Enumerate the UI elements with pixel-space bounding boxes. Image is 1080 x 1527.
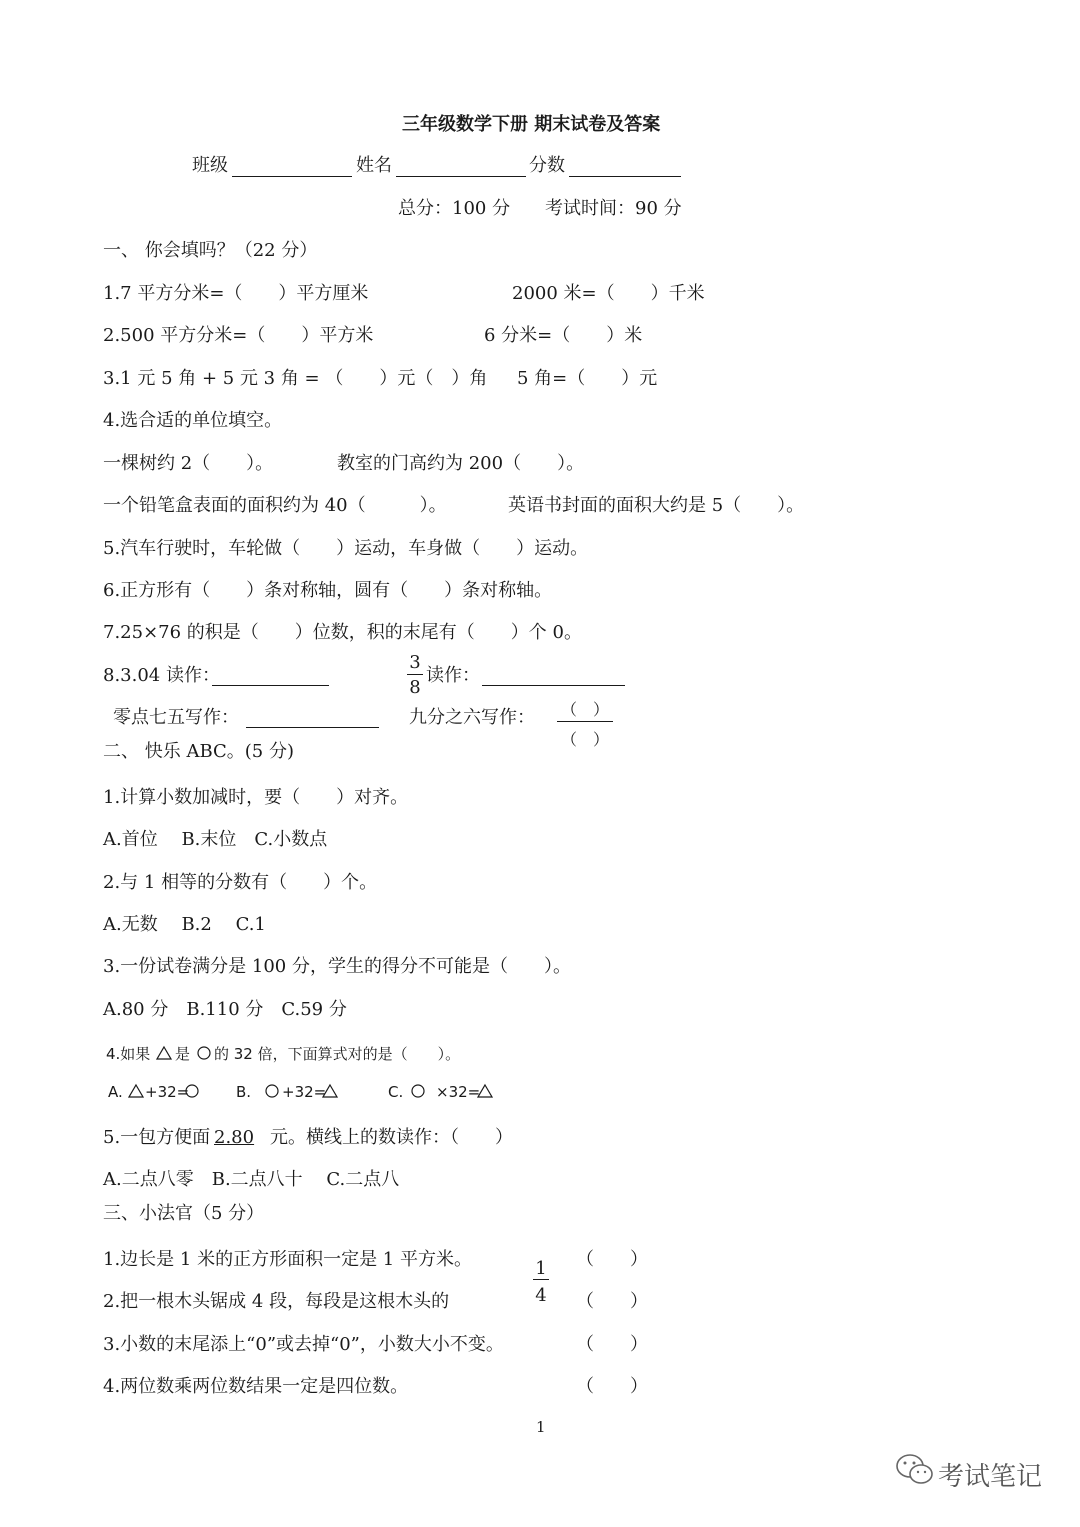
section3-heading: 三、小法官（5 分）	[103, 1203, 265, 1224]
question-1-1a: 1.7 平方分米=（ ）平方厘米	[103, 283, 369, 304]
question-2-5-value: 2.80	[214, 1127, 255, 1148]
fraction-numerator: 3	[409, 652, 421, 673]
option-b-label: B.	[236, 1083, 252, 1101]
triangle-icon	[477, 1083, 493, 1099]
fraction-bar	[533, 1279, 549, 1280]
name-label: 姓名	[356, 155, 392, 176]
question-3-4: 4.两位数乘两位数结果一定是四位数。	[103, 1376, 409, 1397]
question-1-2a: 2.500 平方分米=（ ）平方米	[103, 325, 374, 346]
question-2-5-suffix: 元。横线上的数读作：（ ）	[270, 1127, 513, 1148]
question-1-4d: 英语书封面的面积大约是 5（ ）。	[508, 495, 805, 516]
watermark: 考试笔记	[938, 1462, 1043, 1492]
question-2-3: 3.一份试卷满分是 100 分，学生的得分不可能是（ ）。	[103, 956, 571, 977]
total-score: 总分：100 分	[398, 198, 511, 219]
option-c-expr: ×32=	[436, 1083, 481, 1101]
section1-heading: 一、 你会填吗？（22 分）	[103, 240, 318, 261]
answer-blank[interactable]	[482, 685, 625, 686]
fraction-numerator-blank[interactable]: （ ）	[560, 700, 609, 719]
option-c-label: C.	[388, 1083, 404, 1101]
exam-time: 考试时间：90 分	[545, 198, 682, 219]
fraction-denominator: 8	[409, 677, 421, 698]
question-2-4-mid2: 的 32 倍，下面算式对的是（ ）。	[214, 1045, 461, 1063]
question-1-4b: 教室的门高约为 200（ ）。	[337, 453, 585, 474]
question-1-4: 4.选合适的单位填空。	[103, 410, 283, 431]
class-blank[interactable]	[232, 176, 352, 177]
question-2-4-prefix: 4.如果	[106, 1045, 151, 1063]
triangle-icon	[322, 1083, 338, 1099]
option-b-expr: +32=	[282, 1083, 327, 1101]
question-2-4-mid1: 是	[175, 1045, 191, 1063]
question-1-8a: 8.3.04 读作：	[103, 665, 220, 686]
fraction-numerator: 1	[535, 1258, 547, 1279]
question-2-3-options: A.80 分 B.110 分 C.59 分	[103, 999, 347, 1020]
fraction-bar	[407, 674, 423, 675]
question-2-5-prefix: 5.一包方便面	[103, 1127, 211, 1148]
answer-bracket[interactable]: （ ）	[576, 1334, 648, 1355]
question-2-2-options: A.无数 B.2 C.1	[103, 914, 266, 935]
question-1-8b: 读作：	[426, 665, 480, 686]
page-number: 1	[536, 1418, 546, 1436]
circle-icon	[184, 1083, 200, 1099]
question-3-1: 1.边长是 1 米的正方形面积一定是 1 平方米。	[103, 1249, 472, 1270]
answer-blank[interactable]	[246, 727, 379, 728]
question-2-1: 1.计算小数加减时，要（ ）对齐。	[103, 787, 409, 808]
question-3-2: 2.把一根木头锯成 4 段，每段是这根木头的	[103, 1291, 450, 1312]
wechat-icon	[895, 1452, 935, 1488]
circle-icon	[264, 1083, 280, 1099]
class-label: 班级	[192, 155, 228, 176]
score-blank[interactable]	[569, 176, 681, 177]
name-blank[interactable]	[396, 176, 526, 177]
question-1-8d: 九分之六写作：	[409, 707, 535, 728]
answer-bracket[interactable]: （ ）	[576, 1376, 648, 1397]
question-2-5-options: A.二点八零 B.二点八十 C.二点八	[103, 1169, 400, 1190]
question-2-2: 2.与 1 相等的分数有（ ）个。	[103, 872, 378, 893]
page-title: 三年级数学下册 期末试卷及答案	[402, 114, 661, 135]
question-1-1b: 2000 米=（ ）千米	[512, 283, 705, 304]
question-2-1-options: A.首位 B.末位 C.小数点	[103, 829, 328, 850]
fraction-denominator: 4	[535, 1285, 547, 1306]
question-1-5: 5.汽车行驶时，车轮做（ ）运动，车身做（ ）运动。	[103, 538, 589, 559]
question-3-3: 3.小数的末尾添上“0”或去掉“0”，小数大小不变。	[103, 1334, 504, 1355]
question-1-2b: 6 分米=（ ）米	[484, 325, 643, 346]
fraction-denominator-blank[interactable]: （ ）	[560, 730, 609, 749]
question-1-4a: 一棵树约 2（ ）。	[103, 453, 274, 474]
question-1-3a: 3.1 元 5 角 + 5 元 3 角 = （ ）元（ ）角	[103, 368, 488, 389]
question-1-7: 7.25×76 的积是（ ）位数，积的末尾有（ ）个 0。	[103, 622, 582, 643]
question-1-8c: 零点七五写作：	[113, 707, 239, 728]
triangle-icon	[128, 1083, 144, 1099]
question-1-4c: 一个铅笔盒表面的面积约为 40（ ）。	[103, 495, 447, 516]
question-1-6: 6.正方形有（ ）条对称轴，圆有（ ）条对称轴。	[103, 580, 553, 601]
triangle-icon	[156, 1045, 172, 1061]
answer-bracket[interactable]: （ ）	[576, 1291, 648, 1312]
section2-heading: 二、 快乐 ABC。(5 分)	[103, 741, 294, 762]
circle-icon	[410, 1083, 426, 1099]
option-a-label: A.	[108, 1083, 123, 1101]
circle-icon	[196, 1045, 212, 1061]
score-label: 分数	[529, 155, 565, 176]
fraction-bar	[557, 721, 613, 722]
answer-blank[interactable]	[212, 685, 329, 686]
option-a-expr: +32=	[145, 1083, 190, 1101]
question-1-3b: 5 角=（ ）元	[517, 368, 658, 389]
answer-bracket[interactable]: （ ）	[576, 1249, 648, 1270]
